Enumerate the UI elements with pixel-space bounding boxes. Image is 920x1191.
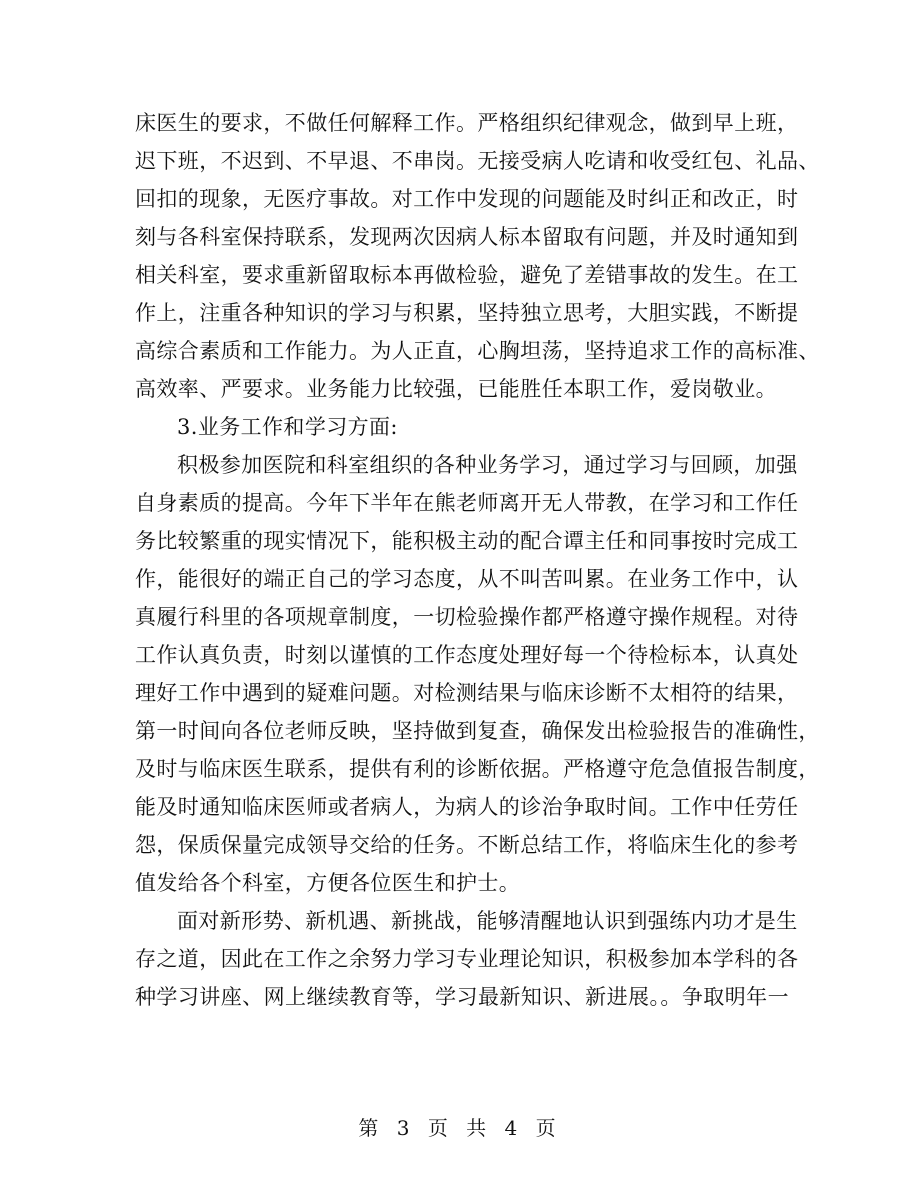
text-line: 及时与临床医生联系，提供有利的诊断依据。严格遵守危急值报告制度， <box>135 757 820 781</box>
text-line: 能及时通知临床医师或者病人，为病人的诊治争取时间。工作中任劳任 <box>135 795 799 819</box>
text-line: 刻与各科室保持联系，发现两次因病人标本留取有问题，并及时通知到 <box>135 225 799 249</box>
text-line: 真履行科里的各项规章制度，一切检验操作都严格遵守操作规程。对待 <box>135 605 799 629</box>
text-line: 存之道，因此在工作之余努力学习专业理论知识，积极参加本学科的各 <box>135 947 799 971</box>
text-line: 理好工作中遇到的疑难问题。对检测结果与临床诊断不太相符的结果， <box>135 681 799 705</box>
text-line: 相关科室，要求重新留取标本再做检验，避免了差错事故的发生。在工 <box>135 263 799 287</box>
text-line: 面对新形势、新机遇、新挑战，能够清醒地认识到强练内功才是生 <box>177 909 798 933</box>
text-line: 床医生的要求，不做任何解释工作。严格组织纪律观念，做到早上班， <box>135 111 799 135</box>
text-line: 迟下班，不迟到、不早退、不串岗。无接受病人吃请和收受红包、礼品、 <box>135 149 820 173</box>
text-line: 高效率、严要求。业务能力比较强，已能胜任本职工作，爱岗敬业。 <box>135 377 777 401</box>
text-line: 第一时间向各位老师反映，坚持做到复查，确保发出检验报告的准确性， <box>135 719 820 743</box>
section-heading: 3.业务工作和学习方面: <box>177 415 398 439</box>
text-line: 自身素质的提高。今年下半年在熊老师离开无人带教，在学习和工作任 <box>135 491 799 515</box>
text-line: 务比较繁重的现实情况下，能积极主动的配合谭主任和同事按时完成工 <box>135 529 799 553</box>
text-line: 作上，注重各种知识的学习与积累，坚持独立思考，大胆实践，不断提 <box>135 301 799 325</box>
text-line: 回扣的现象，无医疗事故。对工作中发现的问题能及时纠正和改正，时 <box>135 187 799 211</box>
body-text <box>135 104 820 1016</box>
page-footer: 第 3 页 共 4 页 <box>358 1116 562 1140</box>
text-line: 怨，保质保量完成领导交给的任务。不断总结工作，将临床生化的参考 <box>135 833 799 857</box>
text-line: 作，能很好的端正自己的学习态度，从不叫苦叫累。在业务工作中，认 <box>135 567 799 591</box>
text-line: 种学习讲座、网上继续教育等，学习最新知识、新进展。。争取明年一 <box>135 985 789 1009</box>
text-line: 工作认真负责，时刻以谨慎的工作态度处理好每一个待检标本，认真处 <box>135 643 799 667</box>
text-line: 积极参加医院和科室组织的各种业务学习，通过学习与回顾，加强 <box>177 453 798 477</box>
text-line: 值发给各个科室，方便各位医生和护士。 <box>135 871 521 895</box>
text-line: 高综合素质和工作能力。为人正直，心胸坦荡，坚持追求工作的高标准、 <box>135 339 820 363</box>
